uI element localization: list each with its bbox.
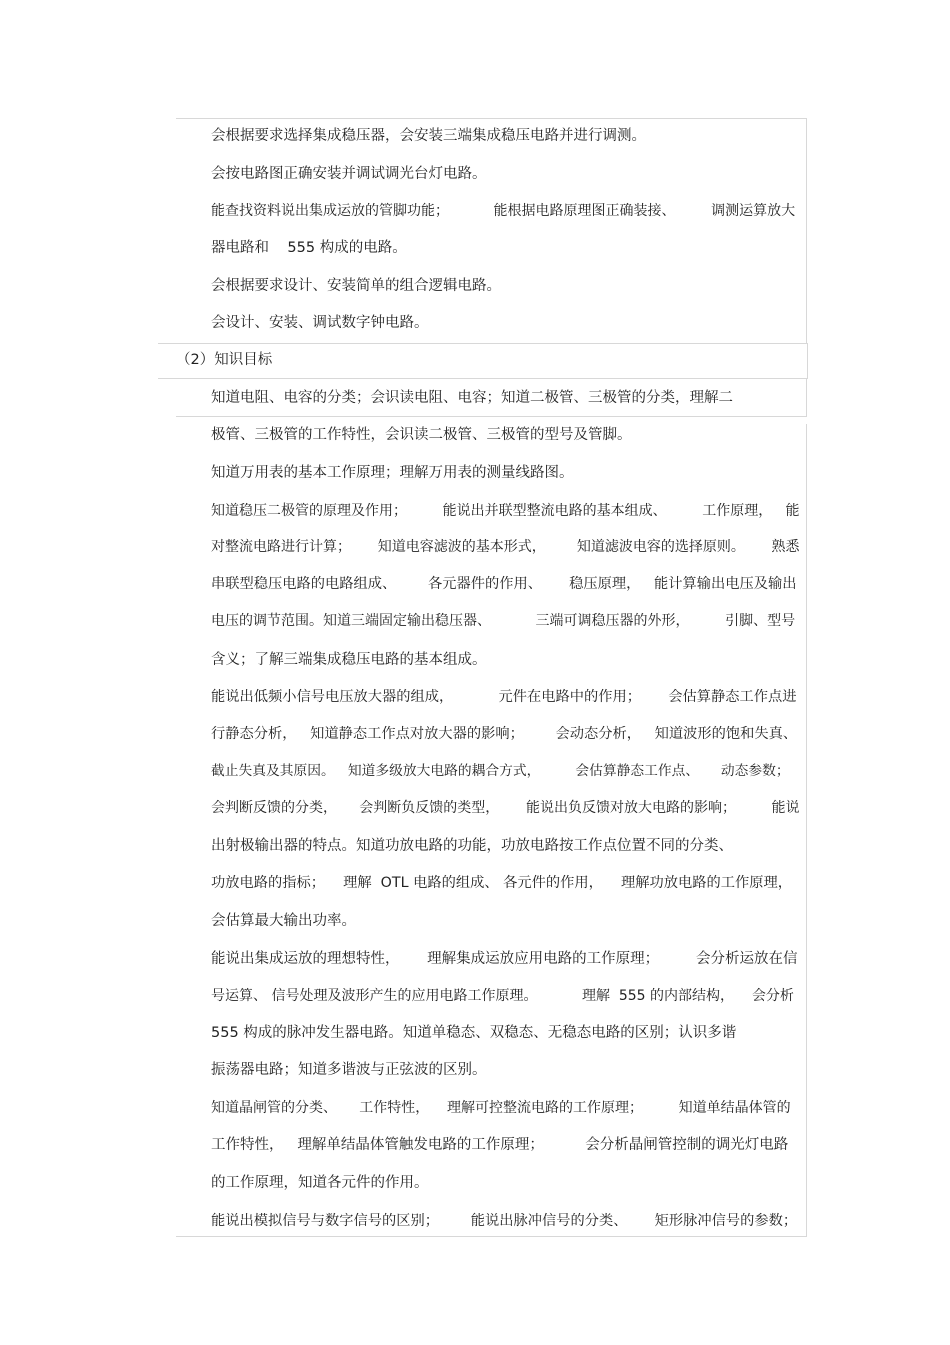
rule-mid xyxy=(176,416,807,417)
rule-right-2 xyxy=(807,343,808,378)
text-line: 含义；了解三端集成稳压电路的基本组成。 xyxy=(211,652,487,668)
text-line: 器电路和 555 构成的电路。 xyxy=(211,240,407,256)
text-line: 555 构成的脉冲发生器电路。知道单稳态、双稳态、无稳态电路的区别；认识多谐 xyxy=(211,1025,737,1041)
rule-heading-bottom xyxy=(158,378,808,379)
text-line: 会按电路图正确安装并调试调光台灯电路。 xyxy=(211,166,487,182)
text-line: 会根据要求选择集成稳压器，会安装三端集成稳压电路并进行调测。 xyxy=(211,128,646,144)
text-line: 出射极输出器的特点。知道功放电路的功能，功放电路按工作点位置不同的分类、 xyxy=(211,838,733,854)
text-line: 的工作原理，知道各元件的作用。 xyxy=(211,1175,429,1191)
rule-bottom xyxy=(176,1236,807,1237)
text-line: 号运算、 信号处理及波形产生的应用电路工作原理。 理解 555 的内部结构， 会分析 xyxy=(211,988,794,1004)
rule-heading-top xyxy=(158,343,808,344)
text-line: 串联型稳压电路的电路组成、 各元器件的作用、 稳压原理， 能计算输出电压及输出 xyxy=(211,576,797,592)
text-line: 电压的调节范围。知道三端固定输出稳压器、 三端可调稳压器的外形， 引脚、型号 xyxy=(211,613,796,629)
text-line: 极管、三极管的工作特性，会识读二极管、三极管的型号及管脚。 xyxy=(211,427,632,443)
text-line: 功放电路的指标； 理解 OTL 电路的组成、 各元件的作用， 理解功放电路的工作原理， xyxy=(211,875,792,891)
text-line: 能说出低频小信号电压放大器的组成， 元件在电路中的作用； 会估算静态工作点进 xyxy=(211,689,797,705)
text-line: 能说出集成运放的理想特性， 理解集成运放应用电路的工作原理； 会分析运放在信 xyxy=(211,951,798,967)
text-line: 会估算最大输出功率。 xyxy=(211,913,356,929)
rule-right-3 xyxy=(806,378,807,416)
text-line: 知道稳压二极管的原理及作用； 能说出并联型整流电路的基本组成、 工作原理， 能 xyxy=(211,503,800,519)
text-line: 能查找资料说出集成运放的管脚功能； 能根据电路原理图正确装接、 调测运算放大 xyxy=(211,203,796,219)
text-line: 知道电阻、电容的分类；会识读电阻、电容；知道二极管、三极管的分类，理解二 xyxy=(211,390,733,406)
text-line: 截止失真及其原因。 知道多级放大电路的耦合方式， 会估算静态工作点、 动态参数； xyxy=(211,763,790,779)
text-line: 行静态分析， 知道静态工作点对放大器的影响； 会动态分析， 知道波形的饱和失真、 xyxy=(211,726,798,742)
rule-right-1 xyxy=(806,118,807,343)
text-line: 会判断反馈的分类， 会判断负反馈的类型， 能说出负反馈对放大电路的影响； 能说 xyxy=(211,800,800,816)
text-line: 能说出模拟信号与数字信号的区别； 能说出脉冲信号的分类、 矩形脉冲信号的参数； xyxy=(211,1213,798,1229)
section-heading: （2）知识目标 xyxy=(176,352,273,368)
text-line: 知道晶闸管的分类、 工作特性， 理解可控整流电路的工作原理； 知道单结晶体管的 xyxy=(211,1100,791,1116)
rule-right-4 xyxy=(806,424,807,1236)
text-line: 对整流电路进行计算； 知道电容滤波的基本形式， 知道滤波电容的选择原则。 熟悉 xyxy=(211,539,800,555)
text-line: 知道万用表的基本工作原理；理解万用表的测量线路图。 xyxy=(211,465,574,481)
text-line: 会根据要求设计、安装简单的组合逻辑电路。 xyxy=(211,278,501,294)
text-line: 工作特性， 理解单结晶体管触发电路的工作原理； 会分析晶闸管控制的调光灯电路 xyxy=(211,1137,789,1153)
rule-top xyxy=(176,118,807,119)
text-line: 会设计、安装、调试数字钟电路。 xyxy=(211,315,429,331)
text-line: 振荡器电路；知道多谐波与正弦波的区别。 xyxy=(211,1062,487,1078)
